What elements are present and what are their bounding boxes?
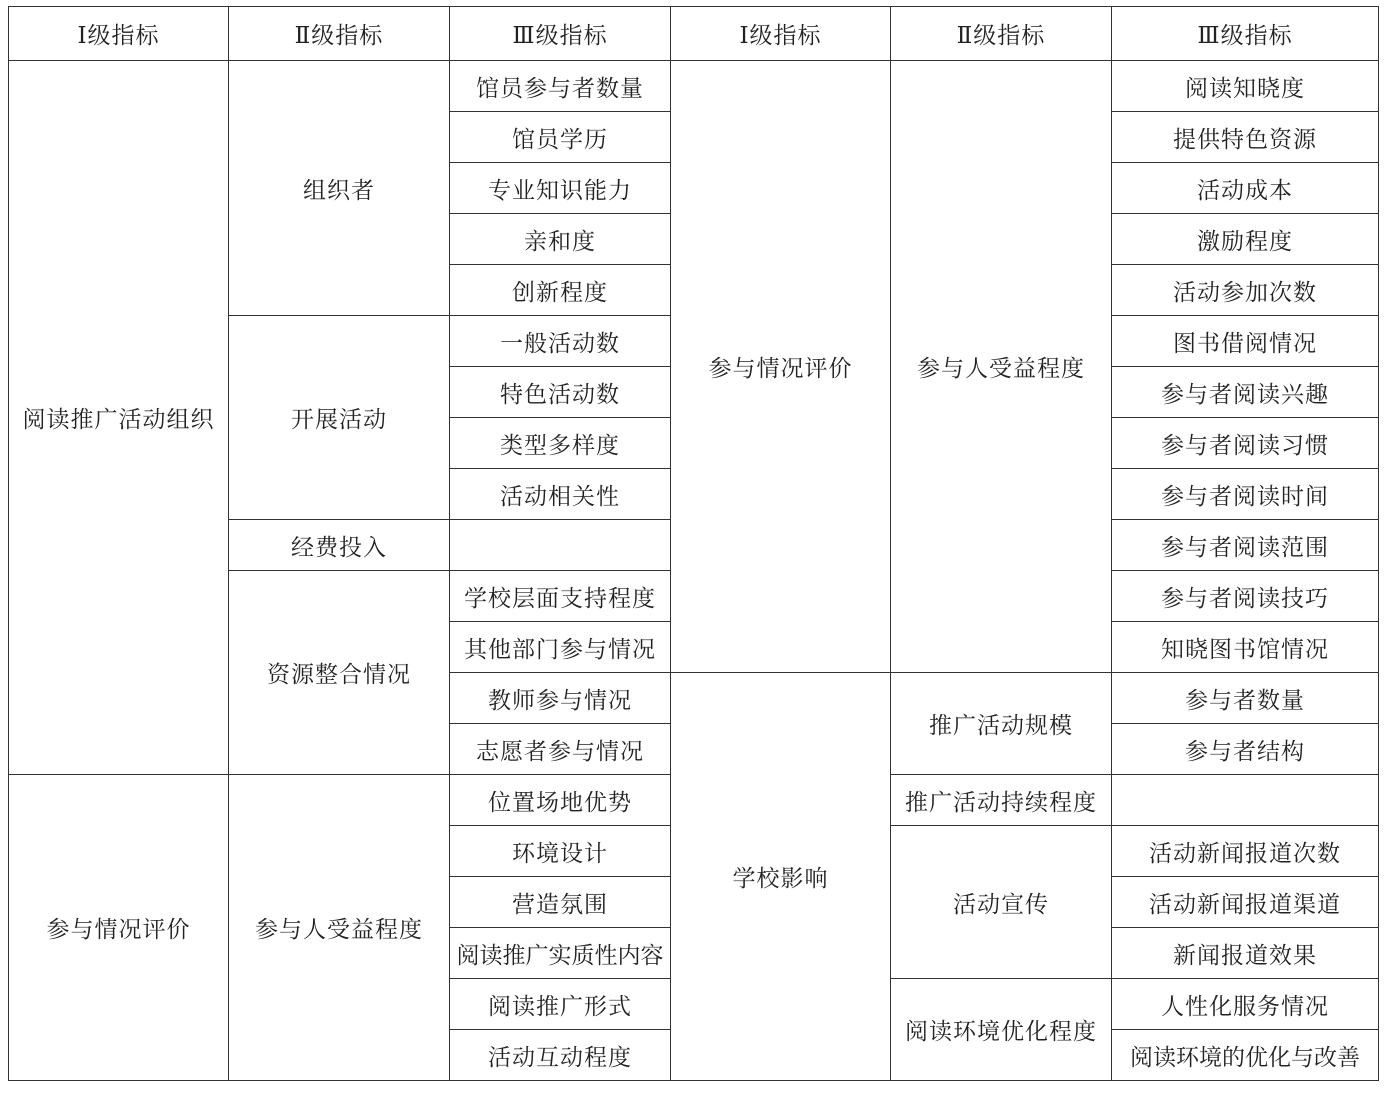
header-cell: Ⅰ级指标 — [671, 7, 891, 61]
right-level3-cell: 参与者阅读技巧 — [1112, 571, 1379, 622]
left-level3-cell: 教师参与情况 — [450, 673, 671, 724]
header-cell: Ⅰ级指标 — [9, 7, 229, 61]
left-level3-cell: 阅读推广形式 — [450, 979, 671, 1030]
right-level3-cell: 提供特色资源 — [1112, 112, 1379, 163]
right-level3-cell: 参与者阅读时间 — [1112, 469, 1379, 520]
right-level3-cell: 知晓图书馆情况 — [1112, 622, 1379, 673]
right-level3-cell: 新闻报道效果 — [1112, 928, 1379, 979]
right-level3-cell: 参与者数量 — [1112, 673, 1379, 724]
left-level3-cell: 活动相关性 — [450, 469, 671, 520]
indicator-table — [8, 6, 1379, 1081]
left-level3-cell: 环境设计 — [450, 826, 671, 877]
right-level3-cell: 活动参加次数 — [1112, 265, 1379, 316]
left-level3-cell: 馆员学历 — [450, 112, 671, 163]
left-level3-cell: 专业知识能力 — [450, 163, 671, 214]
right-level2-cell: 推广活动规模 — [891, 673, 1112, 775]
header-cell: Ⅲ级指标 — [1112, 7, 1379, 61]
left-level2-cell: 开展活动 — [229, 316, 450, 520]
right-level3-cell: 活动新闻报道次数 — [1112, 826, 1379, 877]
left-level3-cell: 类型多样度 — [450, 418, 671, 469]
right-level3-cell: 参与者阅读习惯 — [1112, 418, 1379, 469]
right-level3-cell: 图书借阅情况 — [1112, 316, 1379, 367]
right-level3-cell: 活动成本 — [1112, 163, 1379, 214]
left-level3-empty-cell — [450, 520, 671, 571]
left-level3-cell: 位置场地优势 — [450, 775, 671, 826]
left-level2-cell: 组织者 — [229, 61, 450, 316]
right-level3-cell: 阅读知晓度 — [1112, 61, 1379, 112]
right-level3-cell: 激励程度 — [1112, 214, 1379, 265]
right-level3-cell: 参与者结构 — [1112, 724, 1379, 775]
right-level3-cell: 活动新闻报道渠道 — [1112, 877, 1379, 928]
left-level3-cell: 志愿者参与情况 — [450, 724, 671, 775]
right-level3-cell: 参与者阅读范围 — [1112, 520, 1379, 571]
right-level2-cell: 推广活动持续程度 — [891, 775, 1112, 826]
right-level3-empty-cell — [1112, 775, 1379, 826]
header-row — [9, 7, 1379, 61]
left-level1-cell: 阅读推广活动组织 — [9, 61, 229, 775]
right-level2-cell: 活动宣传 — [891, 826, 1112, 979]
right-level1-cell: 参与情况评价 — [671, 61, 891, 673]
left-level2-cell: 参与人受益程度 — [229, 775, 450, 1081]
left-level3-cell: 一般活动数 — [450, 316, 671, 367]
left-level3-cell: 学校层面支持程度 — [450, 571, 671, 622]
left-level1-cell: 参与情况评价 — [9, 775, 229, 1081]
left-level2-cell: 资源整合情况 — [229, 571, 450, 775]
left-level3-cell: 创新程度 — [450, 265, 671, 316]
left-level2-cell: 经费投入 — [229, 520, 450, 571]
table-row — [9, 61, 1379, 112]
header-cell: Ⅲ级指标 — [450, 7, 671, 61]
left-level3-cell: 活动互动程度 — [450, 1030, 671, 1081]
right-level3-cell: 人性化服务情况 — [1112, 979, 1379, 1030]
left-level3-cell: 其他部门参与情况 — [450, 622, 671, 673]
left-level3-cell: 亲和度 — [450, 214, 671, 265]
left-level3-cell: 阅读推广实质性内容 — [450, 928, 671, 979]
right-level2-cell: 阅读环境优化程度 — [891, 979, 1112, 1081]
left-level3-cell: 特色活动数 — [450, 367, 671, 418]
right-level2-cell: 参与人受益程度 — [891, 61, 1112, 673]
right-level1-cell: 学校影响 — [671, 673, 891, 1081]
left-level3-cell: 馆员参与者数量 — [450, 61, 671, 112]
left-level3-cell: 营造氛围 — [450, 877, 671, 928]
right-level3-cell: 参与者阅读兴趣 — [1112, 367, 1379, 418]
header-cell: Ⅱ级指标 — [891, 7, 1112, 61]
header-cell: Ⅱ级指标 — [229, 7, 450, 61]
right-level3-cell: 阅读环境的优化与改善 — [1112, 1030, 1379, 1081]
